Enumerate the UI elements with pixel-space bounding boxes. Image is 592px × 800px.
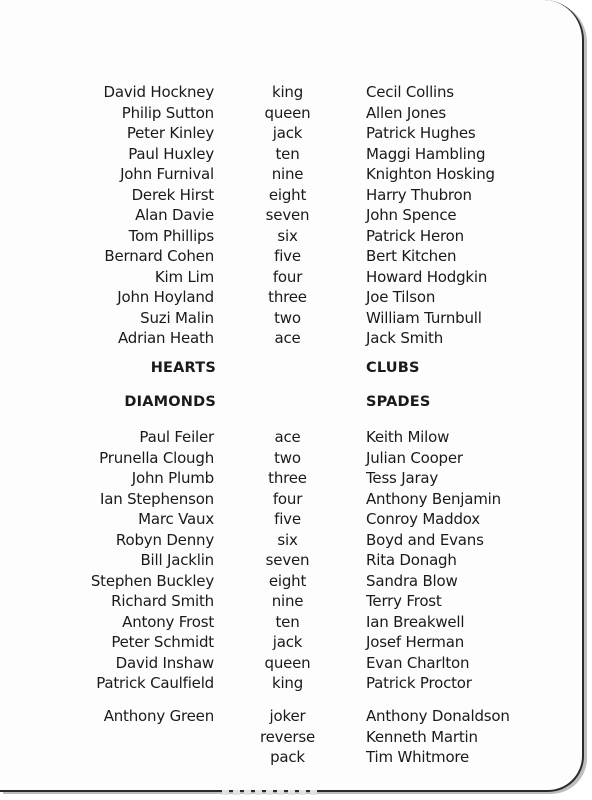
card-value: king	[271, 83, 304, 101]
name: Philip Sutton	[121, 103, 214, 122]
card-value: ten	[275, 612, 300, 631]
name: Paul Feiler	[139, 428, 214, 446]
name: Julian Cooper	[366, 448, 463, 467]
name: Anthony Benjamin	[366, 489, 501, 508]
name: Patrick Proctor	[366, 674, 472, 692]
bleed-through-marks	[222, 790, 317, 795]
name: Tim Whitmore	[366, 748, 470, 766]
card-value: four	[272, 489, 303, 508]
name: Knighton Hosking	[366, 165, 495, 183]
name: John Spence	[366, 206, 457, 224]
card-value: five	[274, 247, 301, 265]
card-value: three	[268, 288, 307, 306]
name: Rita Donagh	[366, 551, 457, 569]
top-left-names	[104, 82, 214, 349]
name: Jack Smith	[366, 329, 444, 347]
name: Allen Jones	[366, 103, 447, 122]
card-value: jack	[272, 124, 303, 142]
card-value: seven	[265, 206, 310, 224]
name: Tess Jaray	[366, 469, 439, 487]
name: Ian Stephenson	[100, 489, 214, 508]
suit-spades: SPADES	[366, 394, 431, 410]
name: Harry Thubron	[366, 185, 472, 204]
bottom-right-names	[366, 427, 501, 694]
name: Adrian Heath	[117, 329, 214, 347]
extras-card-values	[225, 706, 350, 768]
name: William Turnbull	[366, 308, 482, 327]
name: David Hockney	[103, 83, 214, 101]
name: Kim Lim	[154, 267, 214, 286]
name: John Hoyland	[117, 288, 214, 306]
card-value: six	[277, 226, 298, 245]
card-value: eight	[268, 185, 307, 204]
name: Josef Herman	[366, 633, 465, 651]
card-value: ace	[274, 428, 301, 446]
name: Patrick Heron	[366, 226, 464, 245]
card-value: king	[271, 674, 304, 692]
bottom-left-names	[91, 427, 214, 694]
suit-hearts: HEARTS	[150, 360, 216, 376]
name: Patrick Caulfield	[96, 674, 214, 692]
name: Ian Breakwell	[366, 612, 465, 631]
name: Stephen Buckley	[90, 571, 214, 590]
name: Marc Vaux	[138, 510, 214, 528]
top-right-names	[366, 82, 495, 349]
card-value: ten	[275, 144, 300, 163]
name: Anthony Donaldson	[366, 707, 510, 725]
name: Paul Huxley	[128, 144, 214, 163]
name: Antony Frost	[122, 612, 214, 631]
card-value: six	[277, 530, 298, 549]
card-value: two	[274, 448, 301, 467]
name: Peter Schmidt	[111, 633, 214, 651]
name: Bernard Cohen	[104, 247, 214, 265]
name: Robyn Denny	[115, 530, 214, 549]
card-value: jack	[272, 633, 303, 651]
name: David Inshaw	[115, 653, 214, 672]
name: Maggi Hambling	[366, 144, 486, 163]
name: Evan Charlton	[366, 653, 470, 672]
card-value: three	[268, 469, 307, 487]
name: Howard Hodgkin	[366, 267, 488, 286]
card-value: queen	[264, 653, 311, 672]
card-value: joker	[269, 707, 306, 725]
extras-left-names	[104, 706, 214, 727]
name: Richard Smith	[111, 592, 214, 610]
name: Alan Davie	[135, 206, 214, 224]
name: Peter Kinley	[126, 124, 214, 142]
name: Kenneth Martin	[366, 727, 478, 746]
extras-right-names	[366, 706, 510, 768]
name: Bert Kitchen	[366, 247, 457, 265]
card-value: pack	[270, 748, 305, 766]
bottom-card-values	[225, 427, 350, 694]
name: John Furnival	[120, 165, 214, 183]
card-value: eight	[268, 571, 307, 590]
name: Boyd and Evans	[366, 530, 484, 549]
card-value: nine	[271, 592, 304, 610]
suit-clubs: CLUBS	[366, 360, 420, 376]
name: Suzi Malin	[140, 308, 214, 327]
name: Patrick Hughes	[366, 124, 476, 142]
top-card-values	[225, 82, 350, 349]
name: Anthony Green	[103, 707, 214, 725]
card-value: ace	[274, 329, 301, 347]
card-value: queen	[264, 103, 311, 122]
name: Terry Frost	[366, 592, 442, 610]
name: Cecil Collins	[366, 83, 454, 101]
name: Keith Milow	[366, 428, 450, 446]
card-value: four	[272, 267, 303, 286]
name: Conroy Maddox	[366, 510, 480, 528]
card-value: nine	[271, 165, 304, 183]
card-value: five	[274, 510, 301, 528]
name: Bill Jacklin	[140, 551, 214, 569]
name: John Plumb	[131, 469, 214, 487]
card-value: reverse	[260, 727, 315, 746]
name: Prunella Clough	[99, 448, 214, 467]
name: Tom Phillips	[128, 226, 214, 245]
suit-diamonds: DIAMONDS	[124, 394, 216, 410]
name: Derek Hirst	[131, 185, 214, 204]
name: Joe Tilson	[366, 288, 436, 306]
card-value: seven	[265, 551, 310, 569]
name: Sandra Blow	[366, 571, 458, 590]
card-value: two	[274, 308, 301, 327]
